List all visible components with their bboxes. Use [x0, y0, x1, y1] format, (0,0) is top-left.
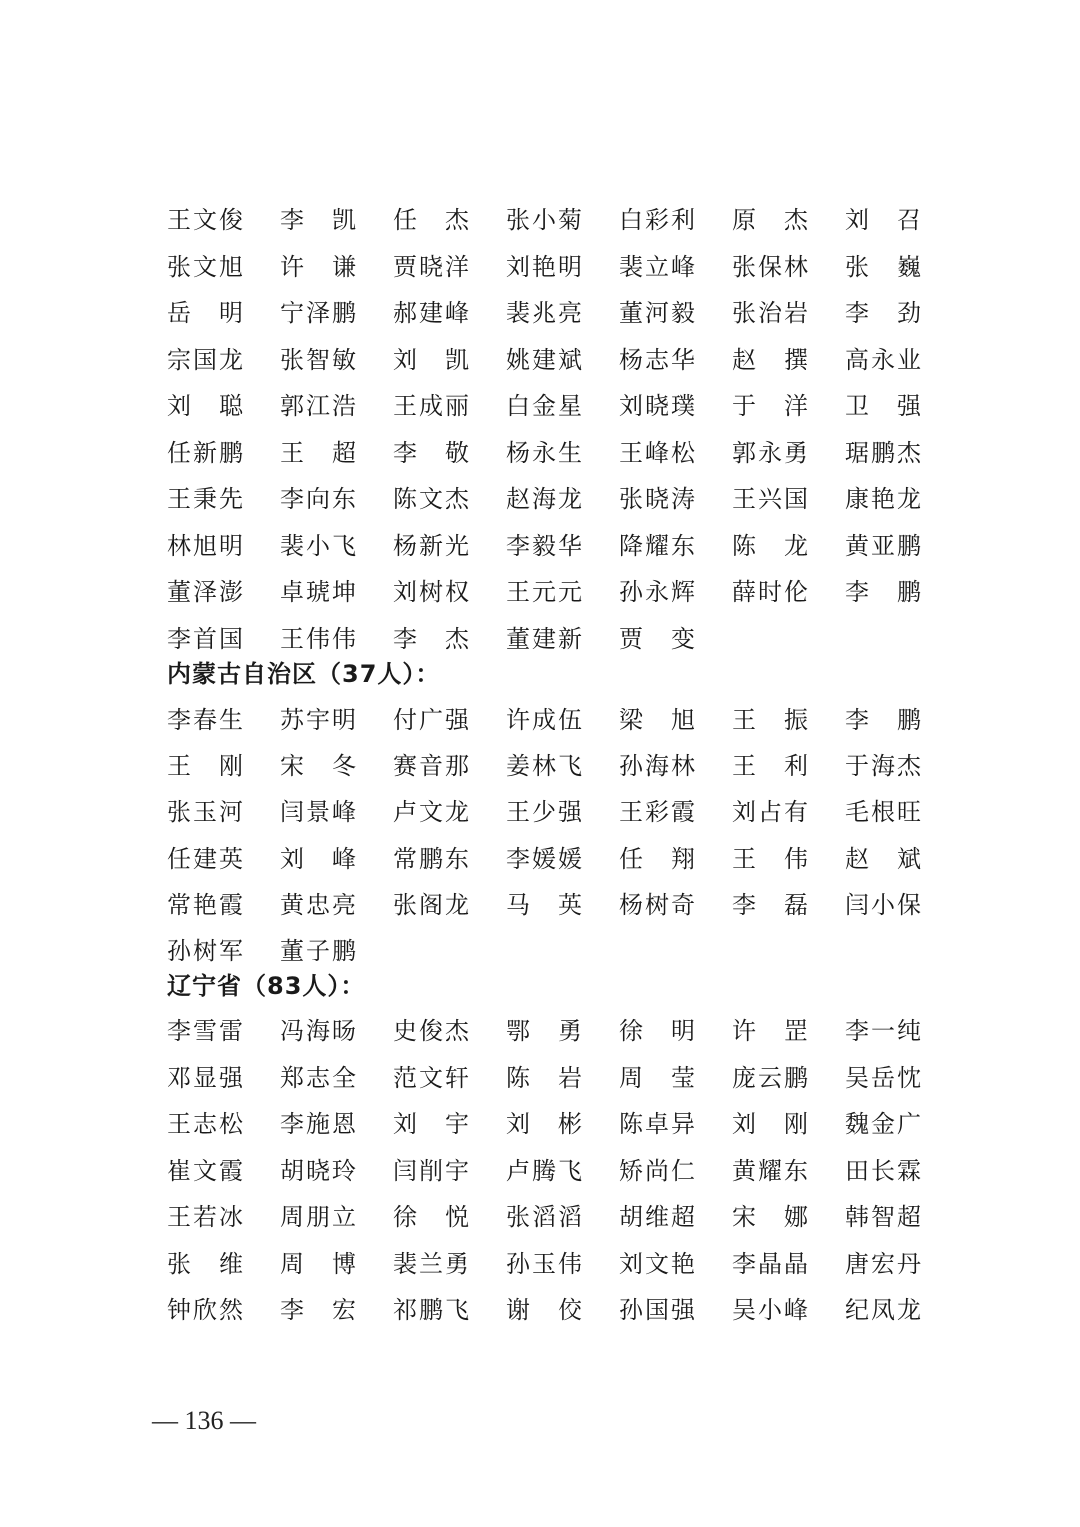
person-name: 张 治 岩: [732, 299, 808, 327]
person-name: 岳 明: [167, 299, 243, 327]
person-name: 陈 岩: [506, 1064, 582, 1092]
person-name: 卢 腾 飞: [506, 1157, 582, 1185]
person-name: 王 元 元: [506, 578, 582, 606]
person-name: 林 旭 明: [167, 532, 243, 560]
person-name: 陈 龙: [732, 532, 808, 560]
name-row: [167, 792, 947, 832]
person-name: 孙 国 强: [619, 1296, 695, 1324]
person-name: 李 磊: [732, 891, 808, 919]
person-name: 闫 小 保: [845, 891, 921, 919]
name-row: [167, 1104, 947, 1144]
person-name: 裴 兆 亮: [506, 299, 582, 327]
person-name: 纪 凤 龙: [845, 1296, 921, 1324]
person-name: 董 子 鹏: [280, 937, 356, 965]
person-name: 张 维: [167, 1250, 243, 1278]
person-name: 杨 永 生: [506, 439, 582, 467]
name-row: [167, 433, 947, 473]
person-name: 降 耀 东: [619, 532, 695, 560]
person-name: 原 杰: [732, 206, 808, 234]
person-name: 康 艳 龙: [845, 485, 921, 513]
person-name: 贾 变: [619, 625, 695, 653]
person-name: 李 一 纯: [845, 1017, 921, 1045]
person-name: 任 新 鹏: [167, 439, 243, 467]
person-name: 王 若 冰: [167, 1203, 243, 1231]
person-name: 董 建 新: [506, 625, 582, 653]
person-name: 王 峰 松: [619, 439, 695, 467]
person-name: 刘 凯: [393, 346, 469, 374]
name-row: [167, 572, 947, 612]
person-name: 李 施 恩: [280, 1110, 356, 1138]
person-name: 马 英: [506, 891, 582, 919]
person-name: 宗 国 龙: [167, 346, 243, 374]
person-name: 郭 江 浩: [280, 392, 356, 420]
person-name: 高 永 业: [845, 346, 921, 374]
person-name: 刘 树 权: [393, 578, 469, 606]
person-name: 薛 时 伦: [732, 578, 808, 606]
person-name: 赵 斌: [845, 845, 921, 873]
person-name: 付 广 强: [393, 706, 469, 734]
person-name: 张 滔 滔: [506, 1203, 582, 1231]
person-name: 郑 志 全: [280, 1064, 356, 1092]
person-name: 刘 峰: [280, 845, 356, 873]
person-name: 杨 树 奇: [619, 891, 695, 919]
person-name: 王 秉 先: [167, 485, 243, 513]
name-row: [167, 200, 947, 240]
person-name: 矫 尚 仁: [619, 1157, 695, 1185]
person-name: 王 振: [732, 706, 808, 734]
person-name: 任 翔: [619, 845, 695, 873]
person-name: 冯 海 旸: [280, 1017, 356, 1045]
person-name: 李 杰: [393, 625, 469, 653]
name-row: [167, 1151, 947, 1191]
person-name: 董 河 毅: [619, 299, 695, 327]
person-name: 刘 占 有: [732, 798, 808, 826]
section-heading: 内蒙古自治区（37人）：: [167, 660, 441, 688]
name-row: [167, 340, 947, 380]
person-name: 田 长 霖: [845, 1157, 921, 1185]
person-name: 许 成 伍: [506, 706, 582, 734]
person-name: 周 朋 立: [280, 1203, 356, 1231]
person-name: 闫 景 峰: [280, 798, 356, 826]
person-name: 张 智 敏: [280, 346, 356, 374]
name-row: [167, 839, 947, 879]
person-name: 胡 晓 玲: [280, 1157, 356, 1185]
section-heading: 辽宁省（83人）：: [167, 972, 366, 1000]
person-name: 郭 永 勇: [732, 439, 808, 467]
person-name: 李 敬: [393, 439, 469, 467]
person-name: 王 超: [280, 439, 356, 467]
person-name: 任 建 英: [167, 845, 243, 873]
person-name: 张 保 林: [732, 253, 808, 281]
person-name: 董 泽 澎: [167, 578, 243, 606]
person-name: 毛 根 旺: [845, 798, 921, 826]
person-name: 刘 聪: [167, 392, 243, 420]
person-name: 赵 撰: [732, 346, 808, 374]
person-name: 裴 小 飞: [280, 532, 356, 560]
person-name: 刘 晓 璞: [619, 392, 695, 420]
person-name: 韩 智 超: [845, 1203, 921, 1231]
person-name: 徐 明: [619, 1017, 695, 1045]
person-name: 孙 永 辉: [619, 578, 695, 606]
person-name: 姚 建 斌: [506, 346, 582, 374]
person-name: 李 宏: [280, 1296, 356, 1324]
person-name: 张 阁 龙: [393, 891, 469, 919]
person-name: 张 文 旭: [167, 253, 243, 281]
person-name: 李 媛 媛: [506, 845, 582, 873]
person-name: 裴 兰 勇: [393, 1250, 469, 1278]
person-name: 李 雪 雷: [167, 1017, 243, 1045]
person-name: 吴 小 峰: [732, 1296, 808, 1324]
person-name: 王 少 强: [506, 798, 582, 826]
person-name: 卢 文 龙: [393, 798, 469, 826]
person-name: 黄 耀 东: [732, 1157, 808, 1185]
person-name: 白 金 星: [506, 392, 582, 420]
name-row: [167, 1197, 947, 1237]
person-name: 闫 削 宇: [393, 1157, 469, 1185]
name-row: [167, 746, 947, 786]
name-row: [167, 526, 947, 566]
person-name: 王 彩 霞: [619, 798, 695, 826]
person-name: 裴 立 峰: [619, 253, 695, 281]
person-name: 王 文 俊: [167, 206, 243, 234]
person-name: 李 向 东: [280, 485, 356, 513]
name-row: [167, 247, 947, 287]
person-name: 张 小 菊: [506, 206, 582, 234]
person-name: 卫 强: [845, 392, 921, 420]
name-row: [167, 293, 947, 333]
name-row: [167, 700, 947, 740]
person-name: 陈 卓 异: [619, 1110, 695, 1138]
person-name: 于 海 杰: [845, 752, 921, 780]
person-name: 王 伟: [732, 845, 808, 873]
person-name: 宋 冬: [280, 752, 356, 780]
person-name: 魏 金 广: [845, 1110, 921, 1138]
person-name: 宁 泽 鹏: [280, 299, 356, 327]
person-name: 常 艳 霞: [167, 891, 243, 919]
person-name: 鄂 勇: [506, 1017, 582, 1045]
person-name: 琚 鹏 杰: [845, 439, 921, 467]
person-name: 孙 树 军: [167, 937, 243, 965]
person-name: 常 鹏 东: [393, 845, 469, 873]
person-name: 白 彩 利: [619, 206, 695, 234]
person-name: 唐 宏 丹: [845, 1250, 921, 1278]
person-name: 李 鹏: [845, 578, 921, 606]
person-name: 孙 玉 伟: [506, 1250, 582, 1278]
person-name: 胡 维 超: [619, 1203, 695, 1231]
person-name: 杨 志 华: [619, 346, 695, 374]
name-row: [167, 1058, 947, 1098]
person-name: 刘 刚: [732, 1110, 808, 1138]
person-name: 赵 海 龙: [506, 485, 582, 513]
person-name: 姜 林 飞: [506, 752, 582, 780]
person-name: 李 凯: [280, 206, 356, 234]
person-name: 崔 文 霞: [167, 1157, 243, 1185]
person-name: 任 杰: [393, 206, 469, 234]
person-name: 刘 艳 明: [506, 253, 582, 281]
person-name: 祁 鹏 飞: [393, 1296, 469, 1324]
person-name: 史 俊 杰: [393, 1017, 469, 1045]
person-name: 李 晶 晶: [732, 1250, 808, 1278]
name-row: [167, 386, 947, 426]
person-name: 李 鹏: [845, 706, 921, 734]
person-name: 王 成 丽: [393, 392, 469, 420]
page-number: — 136 —: [152, 1406, 256, 1435]
person-name: 王 利: [732, 752, 808, 780]
name-row: [167, 1290, 947, 1330]
person-name: 张 巍: [845, 253, 921, 281]
person-name: 徐 悦: [393, 1203, 469, 1231]
person-name: 刘 彬: [506, 1110, 582, 1138]
person-name: 卓 琥 坤: [280, 578, 356, 606]
person-name: 范 文 轩: [393, 1064, 469, 1092]
person-name: 张 玉 河: [167, 798, 243, 826]
person-name: 陈 文 杰: [393, 485, 469, 513]
person-name: 许 罡: [732, 1017, 808, 1045]
person-name: 李 首 国: [167, 625, 243, 653]
name-row: [167, 931, 947, 971]
person-name: 杨 新 光: [393, 532, 469, 560]
person-name: 王 刚: [167, 752, 243, 780]
person-name: 梁 旭: [619, 706, 695, 734]
person-name: 周 博: [280, 1250, 356, 1278]
person-name: 黄 忠 亮: [280, 891, 356, 919]
person-name: 黄 亚 鹏: [845, 532, 921, 560]
person-name: 吴 岳 忱: [845, 1064, 921, 1092]
person-name: 宋 娜: [732, 1203, 808, 1231]
name-row: [167, 1011, 947, 1051]
person-name: 谢 佼: [506, 1296, 582, 1324]
person-name: 许 谦: [280, 253, 356, 281]
name-row: [167, 619, 947, 659]
person-name: 刘 文 艳: [619, 1250, 695, 1278]
person-name: 李 劲: [845, 299, 921, 327]
person-name: 王 志 松: [167, 1110, 243, 1138]
name-row: [167, 885, 947, 925]
person-name: 贾 晓 洋: [393, 253, 469, 281]
person-name: 王 伟 伟: [280, 625, 356, 653]
person-name: 苏 宇 明: [280, 706, 356, 734]
person-name: 李 春 生: [167, 706, 243, 734]
name-row: [167, 1244, 947, 1284]
person-name: 周 莹: [619, 1064, 695, 1092]
person-name: 郝 建 峰: [393, 299, 469, 327]
person-name: 王 兴 国: [732, 485, 808, 513]
person-name: 钟 欣 然: [167, 1296, 243, 1324]
person-name: 孙 海 林: [619, 752, 695, 780]
person-name: 刘 召: [845, 206, 921, 234]
person-name: 庞 云 鹏: [732, 1064, 808, 1092]
person-name: 张 晓 涛: [619, 485, 695, 513]
person-name: 邓 显 强: [167, 1064, 243, 1092]
person-name: 刘 宇: [393, 1110, 469, 1138]
person-name: 赛 音 那: [393, 752, 469, 780]
person-name: 李 毅 华: [506, 532, 582, 560]
person-name: 于 洋: [732, 392, 808, 420]
name-row: [167, 479, 947, 519]
